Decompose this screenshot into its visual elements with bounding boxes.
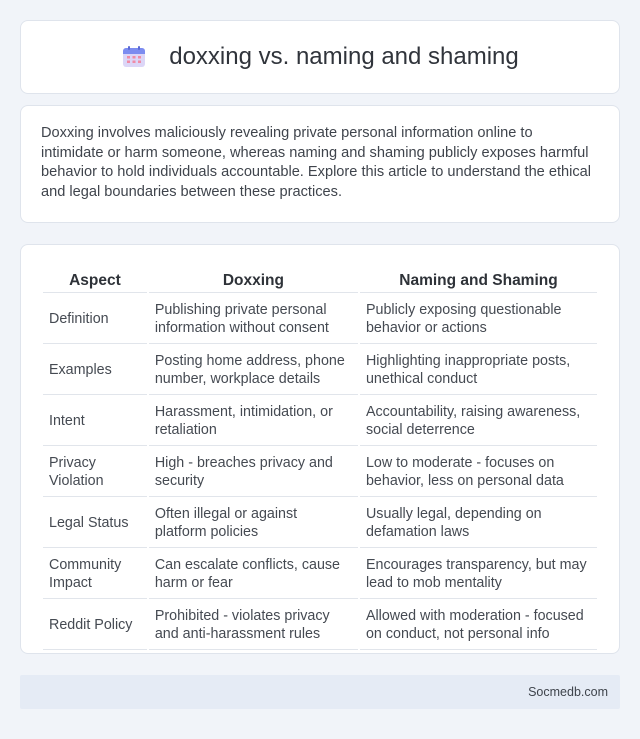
row-naming-shaming: Allowed with moderation - focused on conduct, not personal info — [360, 601, 597, 650]
header-aspect: Aspect — [43, 267, 147, 293]
comparison-table — [41, 265, 599, 652]
header-naming-shaming: Naming and Shaming — [360, 267, 597, 293]
row-aspect: Privacy Violation — [43, 448, 147, 497]
table-row — [43, 397, 597, 446]
table-row — [43, 550, 597, 599]
header-doxxing: Doxxing — [149, 267, 358, 293]
page-title: doxxing vs. naming and shaming — [169, 43, 519, 70]
row-aspect: Examples — [43, 346, 147, 395]
table-row — [43, 295, 597, 344]
calendar-icon — [121, 45, 147, 69]
row-aspect: Community Impact — [43, 550, 147, 599]
row-naming-shaming: Encourages transparency, but may lead to mob mentality — [360, 550, 597, 599]
comparison-card — [20, 244, 620, 654]
row-naming-shaming: Low to moderate - focuses on behavior, less on personal data — [360, 448, 597, 497]
table-row — [43, 346, 597, 395]
row-doxxing: Publishing private personal information without consent — [149, 295, 358, 344]
table-header-row — [43, 267, 597, 293]
title-wrap — [121, 43, 519, 71]
row-doxxing: Prohibited - violates privacy and anti-harassment rules — [149, 601, 358, 650]
row-aspect: Legal Status — [43, 499, 147, 548]
row-aspect: Reddit Policy — [43, 601, 147, 650]
footer-site-link[interactable]: Socmedb.com — [528, 685, 608, 699]
intro-paragraph: Doxxing involves maliciously revealing private personal information online to intimidate or harm someone, whereas naming and shaming publicly exposes harmful behavior to hold individuals accountable. Explore this article to understand the ethical and legal boundaries between these practices. — [41, 125, 592, 200]
intro-card — [20, 105, 620, 223]
row-naming-shaming: Usually legal, depending on defamation laws — [360, 499, 597, 548]
row-naming-shaming: Publicly exposing questionable behavior or actions — [360, 295, 597, 344]
row-doxxing: High - breaches privacy and security — [149, 448, 358, 497]
row-doxxing: Harassment, intimidation, or retaliation — [149, 397, 358, 446]
table-row — [43, 601, 597, 650]
row-doxxing: Often illegal or against platform policies — [149, 499, 358, 548]
row-doxxing: Can escalate conflicts, cause harm or fear — [149, 550, 358, 599]
row-doxxing: Posting home address, phone number, workplace details — [149, 346, 358, 395]
row-aspect: Definition — [43, 295, 147, 344]
row-naming-shaming: Accountability, raising awareness, social deterrence — [360, 397, 597, 446]
title-card — [20, 20, 620, 94]
row-aspect: Intent — [43, 397, 147, 446]
footer — [20, 675, 620, 709]
row-naming-shaming: Highlighting inappropriate posts, unethical conduct — [360, 346, 597, 395]
table-row — [43, 499, 597, 548]
table-row — [43, 448, 597, 497]
